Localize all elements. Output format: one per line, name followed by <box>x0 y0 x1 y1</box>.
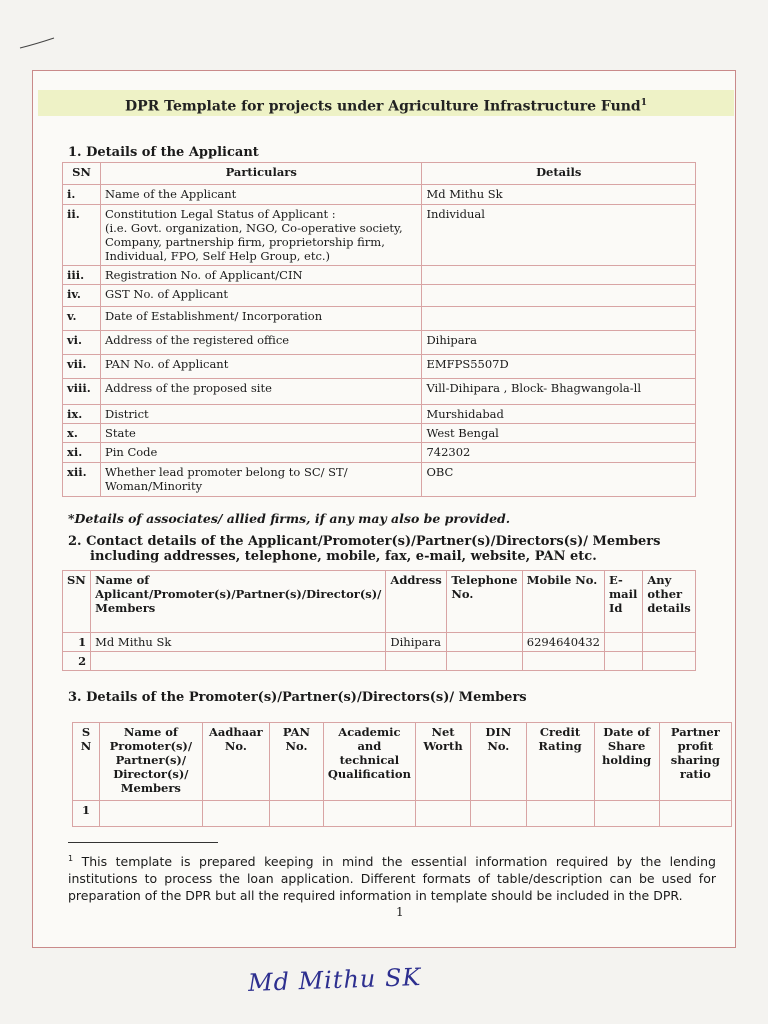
promoter-cell <box>594 801 659 827</box>
promoter-cell <box>415 801 470 827</box>
particular-text: Name of the Applicant <box>104 187 237 201</box>
contact-col-header: Name of Aplicant/Promoter(s)/Partner(s)/Director(s)/ Members <box>91 571 386 633</box>
footnote-text: This template is prepared keeping in mind the essential information required by the lending institutions to process the loan application. Different formats of table/description can be used for preparation of the DPR but all the required information in template should be included in the DPR. <box>68 854 716 904</box>
contact-cell-name: Md Mithu Sk <box>91 633 386 652</box>
contact-cell-address <box>386 652 447 671</box>
row-detail: OBC <box>422 463 696 497</box>
col-header-sn: SN <box>63 163 101 185</box>
document-title-text: DPR Template for projects under Agriculture Infrastructure Fund <box>125 98 641 115</box>
row-particular <box>100 424 421 443</box>
promoter-cell <box>202 801 269 827</box>
promoter-col-header: Credit Rating <box>526 723 594 801</box>
row-sn: xii. <box>63 463 101 497</box>
section2-heading-line2: including addresses, telephone, mobile, fax, e-mail, website, PAN etc. <box>90 549 597 564</box>
row-sn: i. <box>63 185 101 205</box>
promoter-cell <box>100 801 203 827</box>
applicant-row <box>63 205 696 266</box>
applicant-row <box>63 405 696 424</box>
contact-col-header: Mobile No. <box>522 571 604 633</box>
contact-row <box>63 652 696 671</box>
particular-text: Address of the registered office <box>104 333 290 347</box>
contact-cell-mobile <box>522 652 604 671</box>
row-detail: EMFPS5507D <box>422 355 696 379</box>
contact-cell-other <box>643 633 696 652</box>
row-sn: viii. <box>63 379 101 405</box>
promoter-cell <box>659 801 731 827</box>
document-title <box>38 90 734 116</box>
page-number: 1 <box>396 905 404 919</box>
promoter-cell <box>471 801 526 827</box>
row-sn: vi. <box>63 331 101 355</box>
particular-text: Pin Code <box>104 445 158 459</box>
particular-text: Constitution Legal Status of Applicant : <box>104 207 336 221</box>
row-detail <box>422 307 696 331</box>
promoter-col-header: Academic and technical Qualification <box>323 723 415 801</box>
handwritten-signature: Md Mithu SK <box>247 962 422 998</box>
section1-heading: 1. Details of the Applicant <box>68 145 259 160</box>
promoter-col-header: Aadhaar No. <box>202 723 269 801</box>
contact-cell-email <box>604 633 642 652</box>
footnote <box>68 850 716 904</box>
row-sn: iii. <box>63 266 101 285</box>
row-sn: ix. <box>63 405 101 424</box>
applicant-row <box>63 424 696 443</box>
particular-text: PAN No. of Applicant <box>104 357 229 371</box>
particular-text: Date of Establishment/ Incorporation <box>104 309 323 323</box>
promoter-cell <box>526 801 594 827</box>
row-sn: ii. <box>63 205 101 266</box>
promoter-col-header: Date of Share holding <box>594 723 659 801</box>
promoter-cell: 1 <box>73 801 100 827</box>
associates-note: *Details of associates/ allied firms, if any may also be provided. <box>68 511 511 526</box>
row-detail: Vill-Dihipara , Block- Bhagwangola-ll <box>422 379 696 405</box>
row-particular <box>100 379 421 405</box>
row-particular <box>100 355 421 379</box>
row-particular <box>100 185 421 205</box>
row-detail <box>422 285 696 307</box>
section3-heading: 3. Details of the Promoter(s)/Partner(s)/Directors(s)/ Members <box>68 690 527 705</box>
promoter-col-header: Name of Promoter(s)/ Partner(s)/ Director(s)/ Members <box>100 723 203 801</box>
particular-text: District <box>104 407 149 421</box>
row-sn: v. <box>63 307 101 331</box>
row-particular <box>100 266 421 285</box>
promoter-cell <box>323 801 415 827</box>
applicant-details-table <box>62 162 696 497</box>
pen-stroke-mark <box>18 36 58 52</box>
row-particular <box>100 307 421 331</box>
section2-heading-line1: 2. Contact details of the Applicant/Promoter(s)/Partner(s)/Directors(s)/ Members <box>68 534 661 549</box>
col-header-details: Details <box>422 163 696 185</box>
applicant-row <box>63 379 696 405</box>
footnote-ref: 1 <box>68 854 74 863</box>
row-particular <box>100 331 421 355</box>
row-particular <box>100 205 421 266</box>
row-particular <box>100 443 421 463</box>
row-particular <box>100 405 421 424</box>
promoter-details-table <box>72 722 732 827</box>
applicant-row <box>63 443 696 463</box>
contact-col-header: E-mail Id <box>604 571 642 633</box>
row-detail: Md Mithu Sk <box>422 185 696 205</box>
row-sn: vii. <box>63 355 101 379</box>
applicant-row <box>63 285 696 307</box>
particular-subtext: (i.e. Govt. organization, NGO, Co-operative society, Company, partnership firm, proprietorship firm, Individual, FPO, Self Help Group, etc.) <box>104 221 403 263</box>
promoter-row <box>73 801 732 827</box>
col-header-particulars: Particulars <box>100 163 421 185</box>
row-sn: x. <box>63 424 101 443</box>
contact-cell-name <box>91 652 386 671</box>
applicant-row <box>63 307 696 331</box>
contact-cell-address: Dihipara <box>386 633 447 652</box>
section2-heading <box>68 534 660 564</box>
row-sn: xi. <box>63 443 101 463</box>
row-detail: West Bengal <box>422 424 696 443</box>
contact-col-header: SN <box>63 571 91 633</box>
contact-cell-mobile: 6294640432 <box>522 633 604 652</box>
row-detail: Individual <box>422 205 696 266</box>
row-detail: Murshidabad <box>422 405 696 424</box>
particular-text: Address of the proposed site <box>104 381 272 395</box>
contact-details-table <box>62 570 696 671</box>
row-particular <box>100 463 421 497</box>
row-particular <box>100 285 421 307</box>
contact-cell-other <box>643 652 696 671</box>
contact-col-header: Any other details <box>643 571 696 633</box>
applicant-row <box>63 355 696 379</box>
row-detail <box>422 266 696 285</box>
applicant-row <box>63 331 696 355</box>
row-detail: 742302 <box>422 443 696 463</box>
title-footnote-ref: 1 <box>640 98 647 108</box>
applicant-row <box>63 266 696 285</box>
particular-text: GST No. of Applicant <box>104 287 229 301</box>
contact-row <box>63 633 696 652</box>
contact-cell-telephone <box>447 652 522 671</box>
promoter-col-header: Net Worth <box>415 723 470 801</box>
contact-cell-sn: 2 <box>63 652 91 671</box>
particular-text: Registration No. of Applicant/CIN <box>104 268 303 282</box>
contact-cell-telephone <box>447 633 522 652</box>
applicant-row <box>63 185 696 205</box>
row-detail: Dihipara <box>422 331 696 355</box>
particular-text: Whether lead promoter belong to SC/ ST/ Woman/Minority <box>104 465 348 493</box>
promoter-col-header: S N <box>73 723 100 801</box>
promoter-col-header: Partner profit sharing ratio <box>659 723 731 801</box>
contact-cell-sn: 1 <box>63 633 91 652</box>
contact-col-header: Address <box>386 571 447 633</box>
particular-text: State <box>104 426 136 440</box>
contact-col-header: Telephone No. <box>447 571 522 633</box>
footnote-divider <box>68 842 218 843</box>
promoter-col-header: PAN No. <box>270 723 324 801</box>
contact-cell-email <box>604 652 642 671</box>
promoter-cell <box>270 801 324 827</box>
promoter-col-header: DIN No. <box>471 723 526 801</box>
row-sn: iv. <box>63 285 101 307</box>
applicant-row <box>63 463 696 497</box>
